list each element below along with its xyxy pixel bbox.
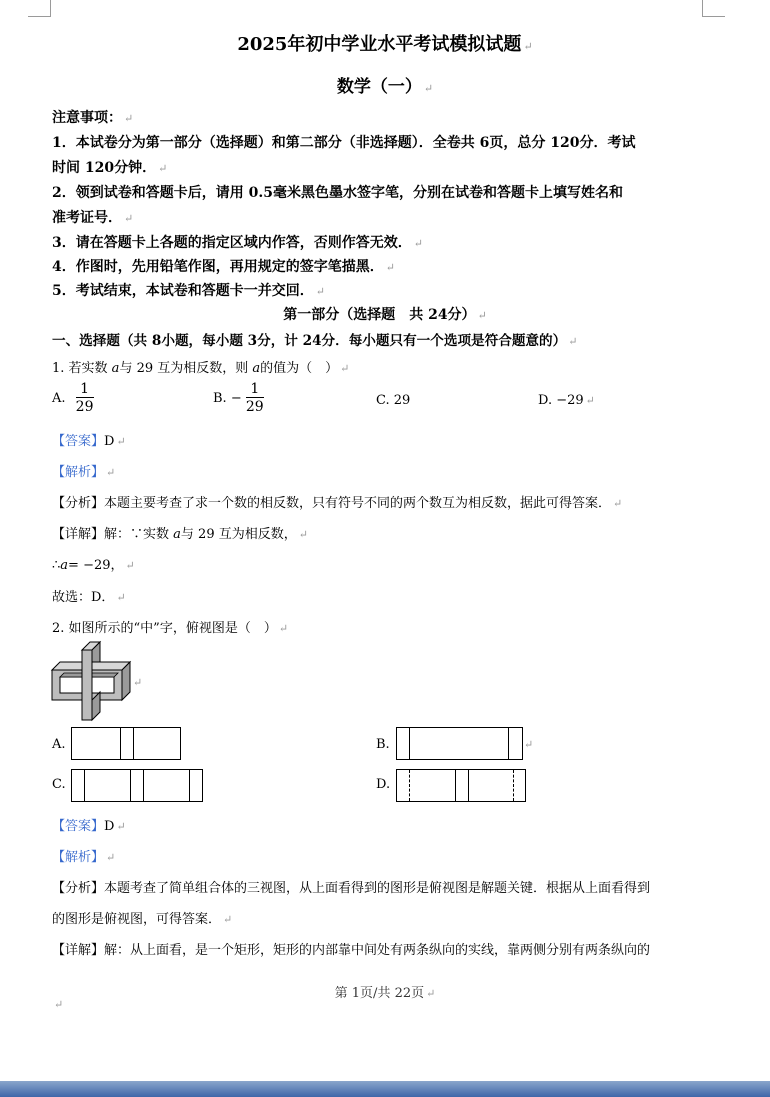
q1-answer: 【答案】D ↵ xyxy=(52,434,126,449)
dashed-line xyxy=(409,770,410,801)
solid-line xyxy=(468,770,469,801)
q2-option-a-label[interactable]: A. xyxy=(52,737,66,752)
notes-item-2-cont: 准考证号． ↵ xyxy=(52,210,134,226)
section1-heading: 一、选择题（共 8小题，每小题 3分，计 24分．每小题只有一个选项是符合题意的） ↵ xyxy=(52,333,578,349)
q2-answer: 【答案】D ↵ xyxy=(52,819,126,834)
notes-heading: 注意事项： ↵ xyxy=(52,110,134,126)
q2-option-d-diagram[interactable] xyxy=(396,769,526,802)
q1-option-a-fraction: $\frac{1}{29}$ xyxy=(75,381,94,415)
notes-item-1: 1．本试卷分为第一部分（选择题）和第二部分（非选择题）．全卷共 6页，总分 120分．考试 xyxy=(52,135,636,151)
q2-option-c-label[interactable]: C. xyxy=(52,777,66,792)
option-b-para-mark: ↵ xyxy=(524,738,534,751)
solid-line xyxy=(508,728,509,759)
q2-fenxi-cont: 的图形是俯视图，可得答案． ↵ xyxy=(52,912,233,927)
figure-para-mark: ↵ xyxy=(133,676,143,689)
window-bottom-bar xyxy=(0,1081,770,1097)
q1-option-c[interactable]: C. 29 xyxy=(376,393,411,408)
notes-item-5: 5．考试结束，本试卷和答题卡一并交回． ↵ xyxy=(52,283,325,299)
q2-option-a-diagram[interactable] xyxy=(71,727,181,760)
solid-line xyxy=(455,770,456,801)
q1-option-b[interactable]: B. − $\frac{1}{29}$ xyxy=(213,381,264,415)
crop-mark-top-left xyxy=(28,0,51,17)
q2-option-b-label[interactable]: B. xyxy=(376,737,390,752)
trailing-para-mark: ↵ xyxy=(54,998,64,1011)
notes-item-1-cont: 时间 120分钟． ↵ xyxy=(52,160,168,176)
solid-line xyxy=(84,770,85,801)
q1-option-b-fraction: $\frac{1}{29}$ xyxy=(245,381,264,415)
q2-fenxi: 【分析】本题考查了简单组合体的三视图，从上面看得到的图形是俯视图是解题关键．根据从上面看得到 xyxy=(52,881,651,896)
solid-line xyxy=(120,728,121,759)
part1-heading: 第一部分（选择题 共 24分） ↵ xyxy=(283,307,487,323)
notes-item-2: 2．领到试卷和答题卡后，请用 0.5毫米黑色墨水签字笔，分别在试卷和答题卡上填写姓名和 xyxy=(52,185,623,201)
notes-item-3: 3．请在答题卡上各题的指定区域内作答，否则作答无效． ↵ xyxy=(52,235,423,251)
q2-option-b-diagram[interactable] xyxy=(396,727,523,760)
page-footer: 第 1页/共 22页 ↵ xyxy=(334,986,436,1001)
zhong-3d-figure xyxy=(50,640,143,722)
q2-option-d-label[interactable]: D. xyxy=(376,777,391,792)
solid-line xyxy=(133,728,134,759)
page-title: 2025年初中学业水平考试模拟试题 ↵ xyxy=(237,34,533,55)
solid-line xyxy=(409,728,410,759)
question-2-stem: 2. 如图所示的“中”字，俯视图是（ ） ↵ xyxy=(52,621,289,636)
q2-option-c-diagram[interactable] xyxy=(71,769,203,802)
q1-conclusion: 故选：D． ↵ xyxy=(52,590,126,605)
q1-option-a[interactable]: A. $\frac{1}{29}$ xyxy=(52,381,94,415)
q1-therefore: ∴a= −29， ↵ xyxy=(52,558,135,573)
q1-jiexi: 【解析】 ↵ xyxy=(52,465,116,480)
dashed-line xyxy=(513,770,514,801)
notes-item-4: 4．作图时，先用铅笔作图，再用规定的签字笔描黑． ↵ xyxy=(52,259,395,275)
solid-line xyxy=(143,770,144,801)
page-subtitle: 数学（一） ↵ xyxy=(336,77,434,97)
q1-option-d[interactable]: D. −29 ↵ xyxy=(538,393,595,408)
q2-jiexi: 【解析】 ↵ xyxy=(52,850,116,865)
crop-mark-top-right xyxy=(702,0,725,17)
q1-xiangjie: 【详解】解：∵实数 a与 29 互为相反数， ↵ xyxy=(52,527,308,542)
question-1-stem: 1. 若实数 a与 29 互为相反数，则 a的值为（ ） ↵ xyxy=(52,361,350,376)
solid-line xyxy=(189,770,190,801)
q2-xiangjie: 【详解】解：从上面看，是一个矩形，矩形的内部靠中间处有两条纵向的实线，靠两侧分别有两条纵向的 xyxy=(52,943,651,958)
q1-fenxi: 【分析】本题主要考查了求一个数的相反数，只有符号不同的两个数互为相反数，据此可得答案． ↵ xyxy=(52,496,623,511)
solid-line xyxy=(130,770,131,801)
